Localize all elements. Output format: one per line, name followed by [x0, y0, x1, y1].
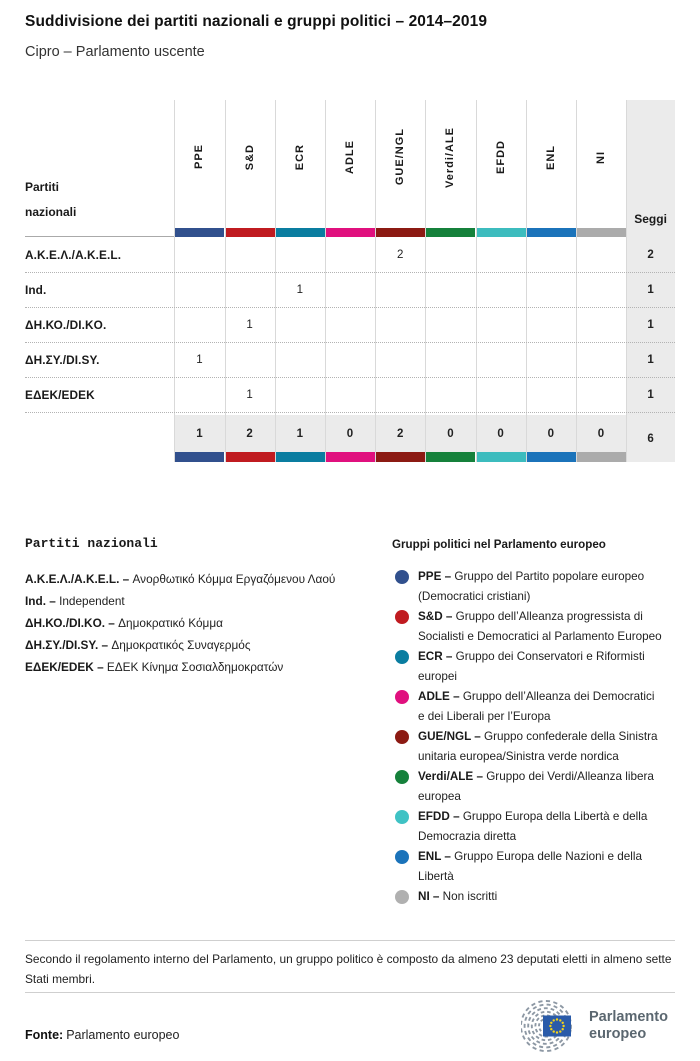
- group-code-label: S&D: [243, 143, 256, 171]
- parties-list: [25, 568, 380, 678]
- column-total-value: 0: [547, 427, 554, 440]
- logo-wordmark: [589, 1009, 668, 1043]
- group-abbr: GUE/NGL –: [418, 730, 481, 743]
- seats-total-cell: 1: [647, 318, 654, 331]
- group-legend-item: [392, 727, 664, 767]
- group-column-header: [526, 100, 576, 228]
- group-legend-item: [392, 647, 664, 687]
- seat-cell-value: 1: [296, 283, 303, 296]
- group-full-name: Gruppo dei Verdi/Alleanza libera europea: [418, 770, 654, 803]
- party-full-name: Δημοκρατικός Συναγερμός: [108, 638, 251, 652]
- group-abbr: S&D –: [418, 610, 453, 623]
- party-abbr: ΔΗ.ΚΟ./DI.KO. –: [25, 616, 115, 630]
- group-abbr: PPE –: [418, 570, 452, 583]
- party-full-name: ΕΔΕΚ Κίνημα Σοσιαλδημοκρατών: [103, 660, 284, 674]
- legend-political-groups: [392, 538, 675, 907]
- seat-cell-value: 1: [246, 318, 253, 331]
- source-line: [25, 1028, 179, 1042]
- groups-list: [392, 567, 675, 907]
- seats-total-cell: 1: [647, 388, 654, 401]
- group-legend-item: [392, 807, 664, 847]
- logo-line1: Parlamento: [589, 1009, 668, 1025]
- group-color-bar-bottom: [376, 452, 425, 462]
- row-header-line: nazionali: [25, 205, 77, 219]
- party-abbr: Α.Κ.Ε.Λ./A.K.E.L. –: [25, 572, 130, 586]
- group-color-bar-bottom: [276, 452, 325, 462]
- grand-total-seats: 6: [647, 432, 654, 445]
- group-color-bar-bottom: [175, 452, 224, 462]
- party-abbr: Ind. –: [25, 594, 56, 608]
- group-abbr: ENL –: [418, 850, 451, 863]
- group-legend-item: [392, 847, 664, 887]
- seats-total-cell: 2: [647, 248, 654, 261]
- group-color-bar-bottom: [426, 452, 475, 462]
- group-full-name: Gruppo dei Conservatori e Riformisti europei: [418, 650, 645, 683]
- group-code-label: EFDD: [494, 140, 507, 174]
- legend-groups-title: Gruppi politici nel Parlamento europeo: [392, 538, 606, 551]
- party-abbr: ΕΔΕΚ/EDEK –: [25, 660, 104, 674]
- group-full-name: Gruppo dell’Alleanza progressista di Socialisti e Democratici al Parlamento Europeo: [418, 610, 662, 643]
- seats-table: [25, 100, 675, 462]
- group-color-bar: [276, 228, 325, 237]
- group-column-header: [476, 100, 526, 228]
- logo-line2: europeo: [589, 1026, 647, 1042]
- seats-total-cell: 1: [647, 283, 654, 296]
- european-parliament-logo: [521, 1000, 668, 1052]
- seats-total-cell: 1: [647, 353, 654, 366]
- group-color-bar: [376, 228, 425, 237]
- group-color-dot-icon: [395, 890, 409, 904]
- column-total-value: 0: [447, 427, 454, 440]
- party-legend-item: [25, 612, 380, 634]
- source-label: Fonte:: [25, 1028, 64, 1042]
- group-color-bar-bottom: [527, 452, 576, 462]
- page-subtitle: Cipro – Parlamento uscente: [25, 44, 205, 60]
- group-color-bar: [226, 228, 275, 237]
- group-legend-item: [392, 687, 664, 727]
- party-row-label: Ind.: [25, 282, 47, 297]
- group-abbr: ADLE –: [418, 690, 460, 703]
- column-total-value: 0: [346, 427, 354, 440]
- party-row-label: ΔΗ.ΣΥ./DI.SY.: [25, 352, 100, 367]
- party-legend-item: [25, 590, 380, 612]
- group-legend-item: [392, 607, 664, 647]
- group-color-bar: [527, 228, 576, 237]
- seat-cell-value: 1: [196, 353, 203, 366]
- party-full-name: Independent: [55, 594, 125, 608]
- legend-parties-title: Partiti nazionali: [25, 536, 158, 551]
- group-full-name: Gruppo del Partito popolare europeo (Democratici cristiani): [418, 570, 645, 603]
- group-color-dot-icon: [395, 570, 409, 584]
- group-color-dot-icon: [395, 690, 409, 704]
- group-full-name: Gruppo Europa delle Nazioni e della Libertà: [418, 850, 642, 883]
- group-color-dot-icon: [395, 770, 409, 784]
- row-header-cell: [25, 100, 174, 237]
- group-abbr: NI –: [418, 890, 440, 903]
- group-code-label: PPE: [193, 144, 206, 170]
- source-value: Parlamento europeo: [66, 1028, 180, 1042]
- column-total-value: 0: [497, 427, 504, 440]
- group-code-label: Verdi/ALE: [444, 126, 457, 188]
- group-column-header: [225, 100, 275, 228]
- group-code-label: ENL: [544, 144, 557, 170]
- group-color-dot-icon: [395, 850, 409, 864]
- party-abbr: ΔΗ.ΣΥ./DI.SY. –: [25, 638, 109, 652]
- group-code-label: NI: [594, 150, 607, 164]
- group-column-header: [174, 100, 224, 228]
- group-color-bar-bottom: [326, 452, 375, 462]
- group-abbr: ECR –: [418, 650, 453, 663]
- group-full-name: Gruppo confederale della Sinistra unitaria europea/Sinistra verde nordica: [418, 730, 658, 763]
- page-title: Suddivisione dei partiti nazionali e gruppi politici – 2014–2019: [25, 13, 488, 30]
- group-column-header: [325, 100, 375, 228]
- group-column-header: [375, 100, 425, 228]
- group-color-dot-icon: [395, 810, 409, 824]
- group-code-label: ECR: [293, 143, 306, 171]
- legend-national-parties: [25, 536, 380, 678]
- seat-cell-value: 2: [396, 248, 404, 261]
- group-abbr: EFDD –: [418, 810, 460, 823]
- group-legend-item: [392, 767, 664, 807]
- party-full-name: Ανορθωτικό Κόμμα Εργαζόμενου Λαού: [129, 572, 336, 586]
- group-color-bar: [175, 228, 224, 237]
- row-separator: [25, 412, 675, 413]
- group-color-bar: [426, 228, 475, 237]
- group-color-bar-bottom: [226, 452, 275, 462]
- party-row-label: Α.Κ.Ε.Λ./A.K.E.L.: [25, 247, 122, 262]
- group-column-header: [275, 100, 325, 228]
- column-total-value: 1: [196, 427, 203, 440]
- group-abbr: Verdi/ALE –: [418, 770, 483, 783]
- group-code-label: GUE/NGL: [394, 128, 407, 186]
- divider-bottom: [25, 992, 675, 993]
- row-header-line: Partiti: [25, 180, 60, 194]
- group-color-bar-bottom: [577, 452, 626, 462]
- seat-cell-value: 1: [246, 388, 253, 401]
- group-full-name: Gruppo Europa della Libertà e della Democrazia diretta: [418, 810, 648, 843]
- column-total-value: 2: [246, 427, 253, 440]
- divider-top: [25, 940, 675, 941]
- group-color-bar-bottom: [477, 452, 526, 462]
- group-legend-item: [392, 567, 664, 607]
- party-row-label: ΔΗ.ΚΟ./DI.KO.: [25, 317, 107, 332]
- group-color-dot-icon: [395, 730, 409, 744]
- group-full-name: Non iscritti: [439, 890, 498, 903]
- group-column-header: [576, 100, 626, 228]
- group-column-header: [425, 100, 475, 228]
- group-color-dot-icon: [395, 650, 409, 664]
- party-row-label: ΕΔΕΚ/EDEK: [25, 387, 95, 402]
- group-color-bar: [577, 228, 626, 237]
- column-total-value: 1: [296, 427, 303, 440]
- footnote: Secondo il regolamento interno del Parlamento, un gruppo politico è composto da almeno 23 deputati eletti in almeno sette Stati membri.: [25, 952, 672, 986]
- seats-column-header: Seggi: [634, 212, 667, 226]
- hemicycle-flag-icon: [521, 1000, 581, 1052]
- group-color-bar: [326, 228, 375, 237]
- group-code-label: ADLE: [343, 140, 356, 174]
- group-legend-item: [392, 887, 664, 907]
- column-total-value: 2: [396, 427, 404, 440]
- party-full-name: Δημοκρατικό Κόμμα: [114, 616, 223, 630]
- party-legend-item: [25, 634, 380, 656]
- column-total-value: 0: [597, 427, 605, 440]
- party-legend-item: [25, 656, 380, 678]
- group-color-bar: [477, 228, 526, 237]
- group-full-name: Gruppo dell’Alleanza dei Democratici e dei Liberali per l’Europa: [418, 690, 655, 723]
- party-legend-item: [25, 568, 380, 590]
- group-color-dot-icon: [395, 610, 409, 624]
